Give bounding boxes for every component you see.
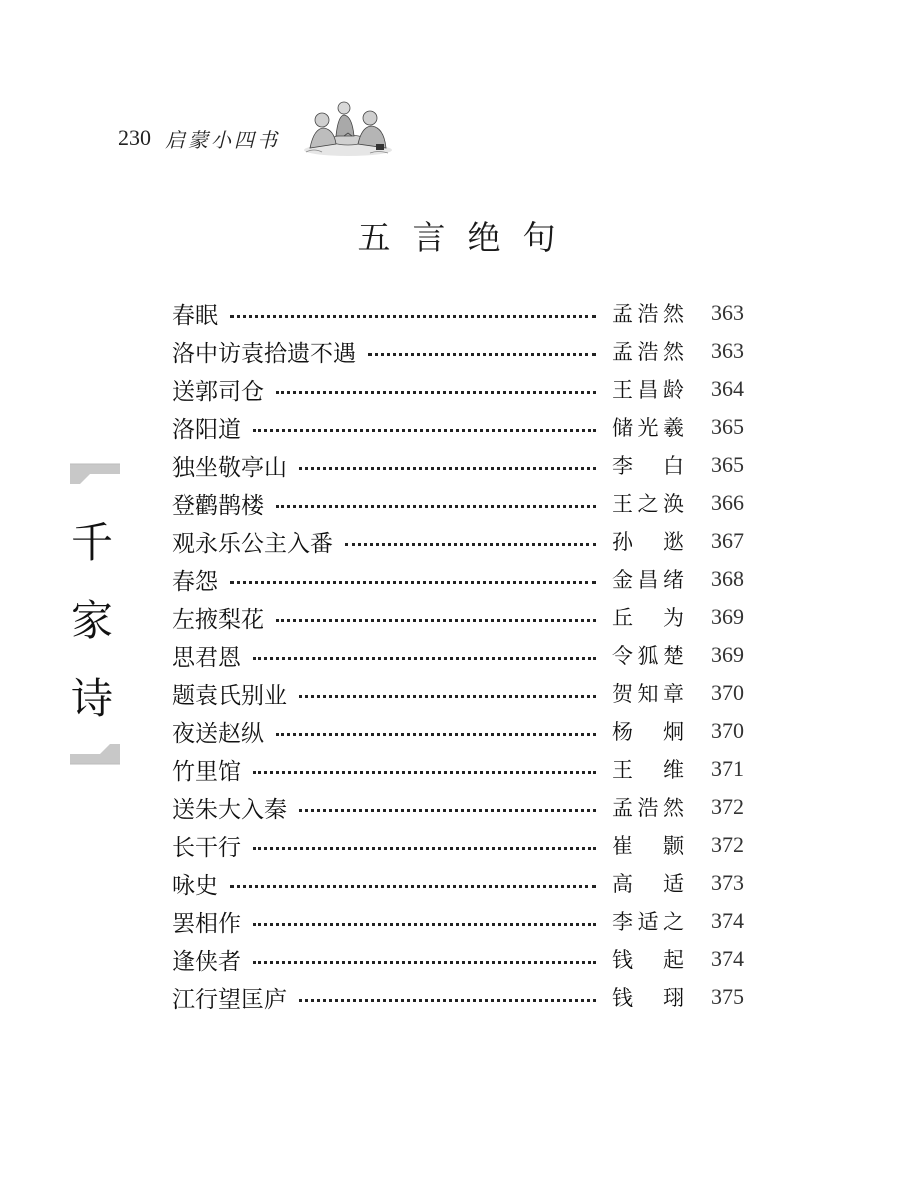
running-head — [118, 118, 280, 158]
poem-title: 春眠 — [172, 302, 218, 329]
page-ref: 374 — [711, 946, 744, 971]
dot-leader — [276, 619, 596, 622]
poem-title: 咏史 — [172, 872, 218, 899]
page-ref: 371 — [711, 756, 744, 781]
poet-name: 高适 — [612, 872, 684, 896]
poem-title: 夜送赵纵 — [172, 720, 264, 747]
page-ref: 364 — [711, 376, 744, 401]
toc-entry[interactable] — [172, 560, 744, 598]
poet-name: 王维 — [612, 758, 684, 782]
page-ref: 370 — [711, 718, 744, 743]
poet-name: 崔颢 — [612, 834, 684, 858]
poem-title: 春怨 — [172, 568, 218, 595]
poem-title: 登鹳鹊楼 — [172, 492, 264, 519]
poem-title: 左掖梨花 — [172, 606, 264, 633]
toc-entry[interactable] — [172, 902, 744, 940]
dot-leader — [253, 847, 596, 850]
poem-title: 竹里馆 — [172, 758, 241, 785]
page-ref: 372 — [711, 832, 744, 857]
page-ref: 374 — [711, 908, 744, 933]
dot-leader — [299, 999, 596, 1002]
toc-entry[interactable] — [172, 598, 744, 636]
toc-entry[interactable] — [172, 864, 744, 902]
poet-name: 金昌绪 — [612, 568, 684, 592]
dot-leader — [276, 391, 596, 394]
dot-leader — [230, 581, 596, 584]
page-ref: 369 — [711, 642, 744, 667]
dot-leader — [368, 353, 596, 356]
dot-leader — [299, 467, 596, 470]
toc-entry[interactable] — [172, 370, 744, 408]
toc-entry[interactable] — [172, 750, 744, 788]
poet-name: 令狐楚 — [612, 644, 684, 668]
poet-name: 储光羲 — [612, 416, 684, 440]
toc-entry[interactable] — [172, 712, 744, 750]
poet-name: 孙逖 — [612, 530, 684, 554]
toc-entry[interactable] — [172, 332, 744, 370]
poet-name: 王之涣 — [612, 492, 684, 516]
poet-name: 王昌龄 — [612, 378, 684, 402]
section-title: 五言绝句 — [357, 218, 578, 257]
poet-name: 孟浩然 — [612, 340, 684, 364]
book-title: 启蒙小四书 — [165, 127, 280, 152]
toc-entry[interactable] — [172, 978, 744, 1016]
poet-name: 孟浩然 — [612, 796, 684, 820]
side-tab-title — [70, 504, 114, 738]
toc-entry[interactable] — [172, 940, 744, 978]
page-ref: 363 — [711, 300, 744, 325]
page-ref: 366 — [711, 490, 744, 515]
dot-leader — [345, 543, 596, 546]
poet-name: 杨炯 — [612, 720, 684, 744]
poet-name: 李适之 — [612, 910, 684, 934]
page-number: 230 — [118, 125, 151, 150]
toc-entry[interactable] — [172, 522, 744, 560]
dot-leader — [253, 961, 596, 964]
poem-title: 题袁氏别业 — [172, 682, 287, 709]
page-ref: 370 — [711, 680, 744, 705]
poet-name: 钱珝 — [612, 986, 684, 1010]
poem-title: 送朱大入秦 — [172, 796, 287, 823]
dot-leader — [230, 885, 596, 888]
toc-entry[interactable] — [172, 294, 744, 332]
scholars-vignette-illustration — [300, 96, 395, 158]
page-ref: 368 — [711, 566, 744, 591]
toc-entry[interactable] — [172, 484, 744, 522]
bracket-bottom-ornament — [70, 742, 124, 768]
page-ref: 372 — [711, 794, 744, 819]
dot-leader — [230, 315, 596, 318]
side-tab-char: 家 — [70, 596, 113, 645]
poem-title: 洛中访袁拾遗不遇 — [172, 340, 356, 367]
dot-leader — [276, 505, 596, 508]
toc-entry[interactable] — [172, 446, 744, 484]
page-ref: 363 — [711, 338, 744, 363]
poem-title: 观永乐公主入番 — [172, 530, 333, 557]
poem-title: 逢侠者 — [172, 948, 241, 975]
poem-title: 江行望匡庐 — [172, 986, 287, 1013]
toc-entry[interactable] — [172, 636, 744, 674]
dot-leader — [253, 771, 596, 774]
page-ref: 365 — [711, 414, 744, 439]
toc-entry[interactable] — [172, 408, 744, 446]
poem-title: 送郭司仓 — [172, 378, 264, 405]
toc-entry[interactable] — [172, 826, 744, 864]
page-ref: 367 — [711, 528, 744, 553]
toc-list — [172, 294, 744, 1016]
dot-leader — [253, 657, 596, 660]
page-ref: 369 — [711, 604, 744, 629]
poet-name: 丘为 — [612, 606, 684, 630]
poet-name: 贺知章 — [612, 682, 684, 706]
side-tab-char: 千 — [70, 518, 113, 567]
poem-title: 思君恩 — [172, 644, 241, 671]
dot-leader — [299, 695, 596, 698]
poem-title: 长干行 — [172, 834, 241, 861]
toc-entry[interactable] — [172, 674, 744, 712]
poem-title: 独坐敬亭山 — [172, 454, 287, 481]
dot-leader — [253, 923, 596, 926]
poem-title: 洛阳道 — [172, 416, 241, 443]
dot-leader — [276, 733, 596, 736]
page-ref: 375 — [711, 984, 744, 1009]
side-tab-char: 诗 — [70, 674, 113, 723]
page-ref: 365 — [711, 452, 744, 477]
dot-leader — [253, 429, 596, 432]
dot-leader — [299, 809, 596, 812]
poet-name: 孟浩然 — [612, 302, 684, 326]
side-tab — [70, 460, 124, 768]
page-ref: 373 — [711, 870, 744, 895]
poet-name: 钱起 — [612, 948, 684, 972]
toc-entry[interactable] — [172, 788, 744, 826]
poet-name: 李白 — [612, 454, 684, 478]
bracket-top-ornament — [70, 460, 124, 486]
poem-title: 罢相作 — [172, 910, 241, 937]
